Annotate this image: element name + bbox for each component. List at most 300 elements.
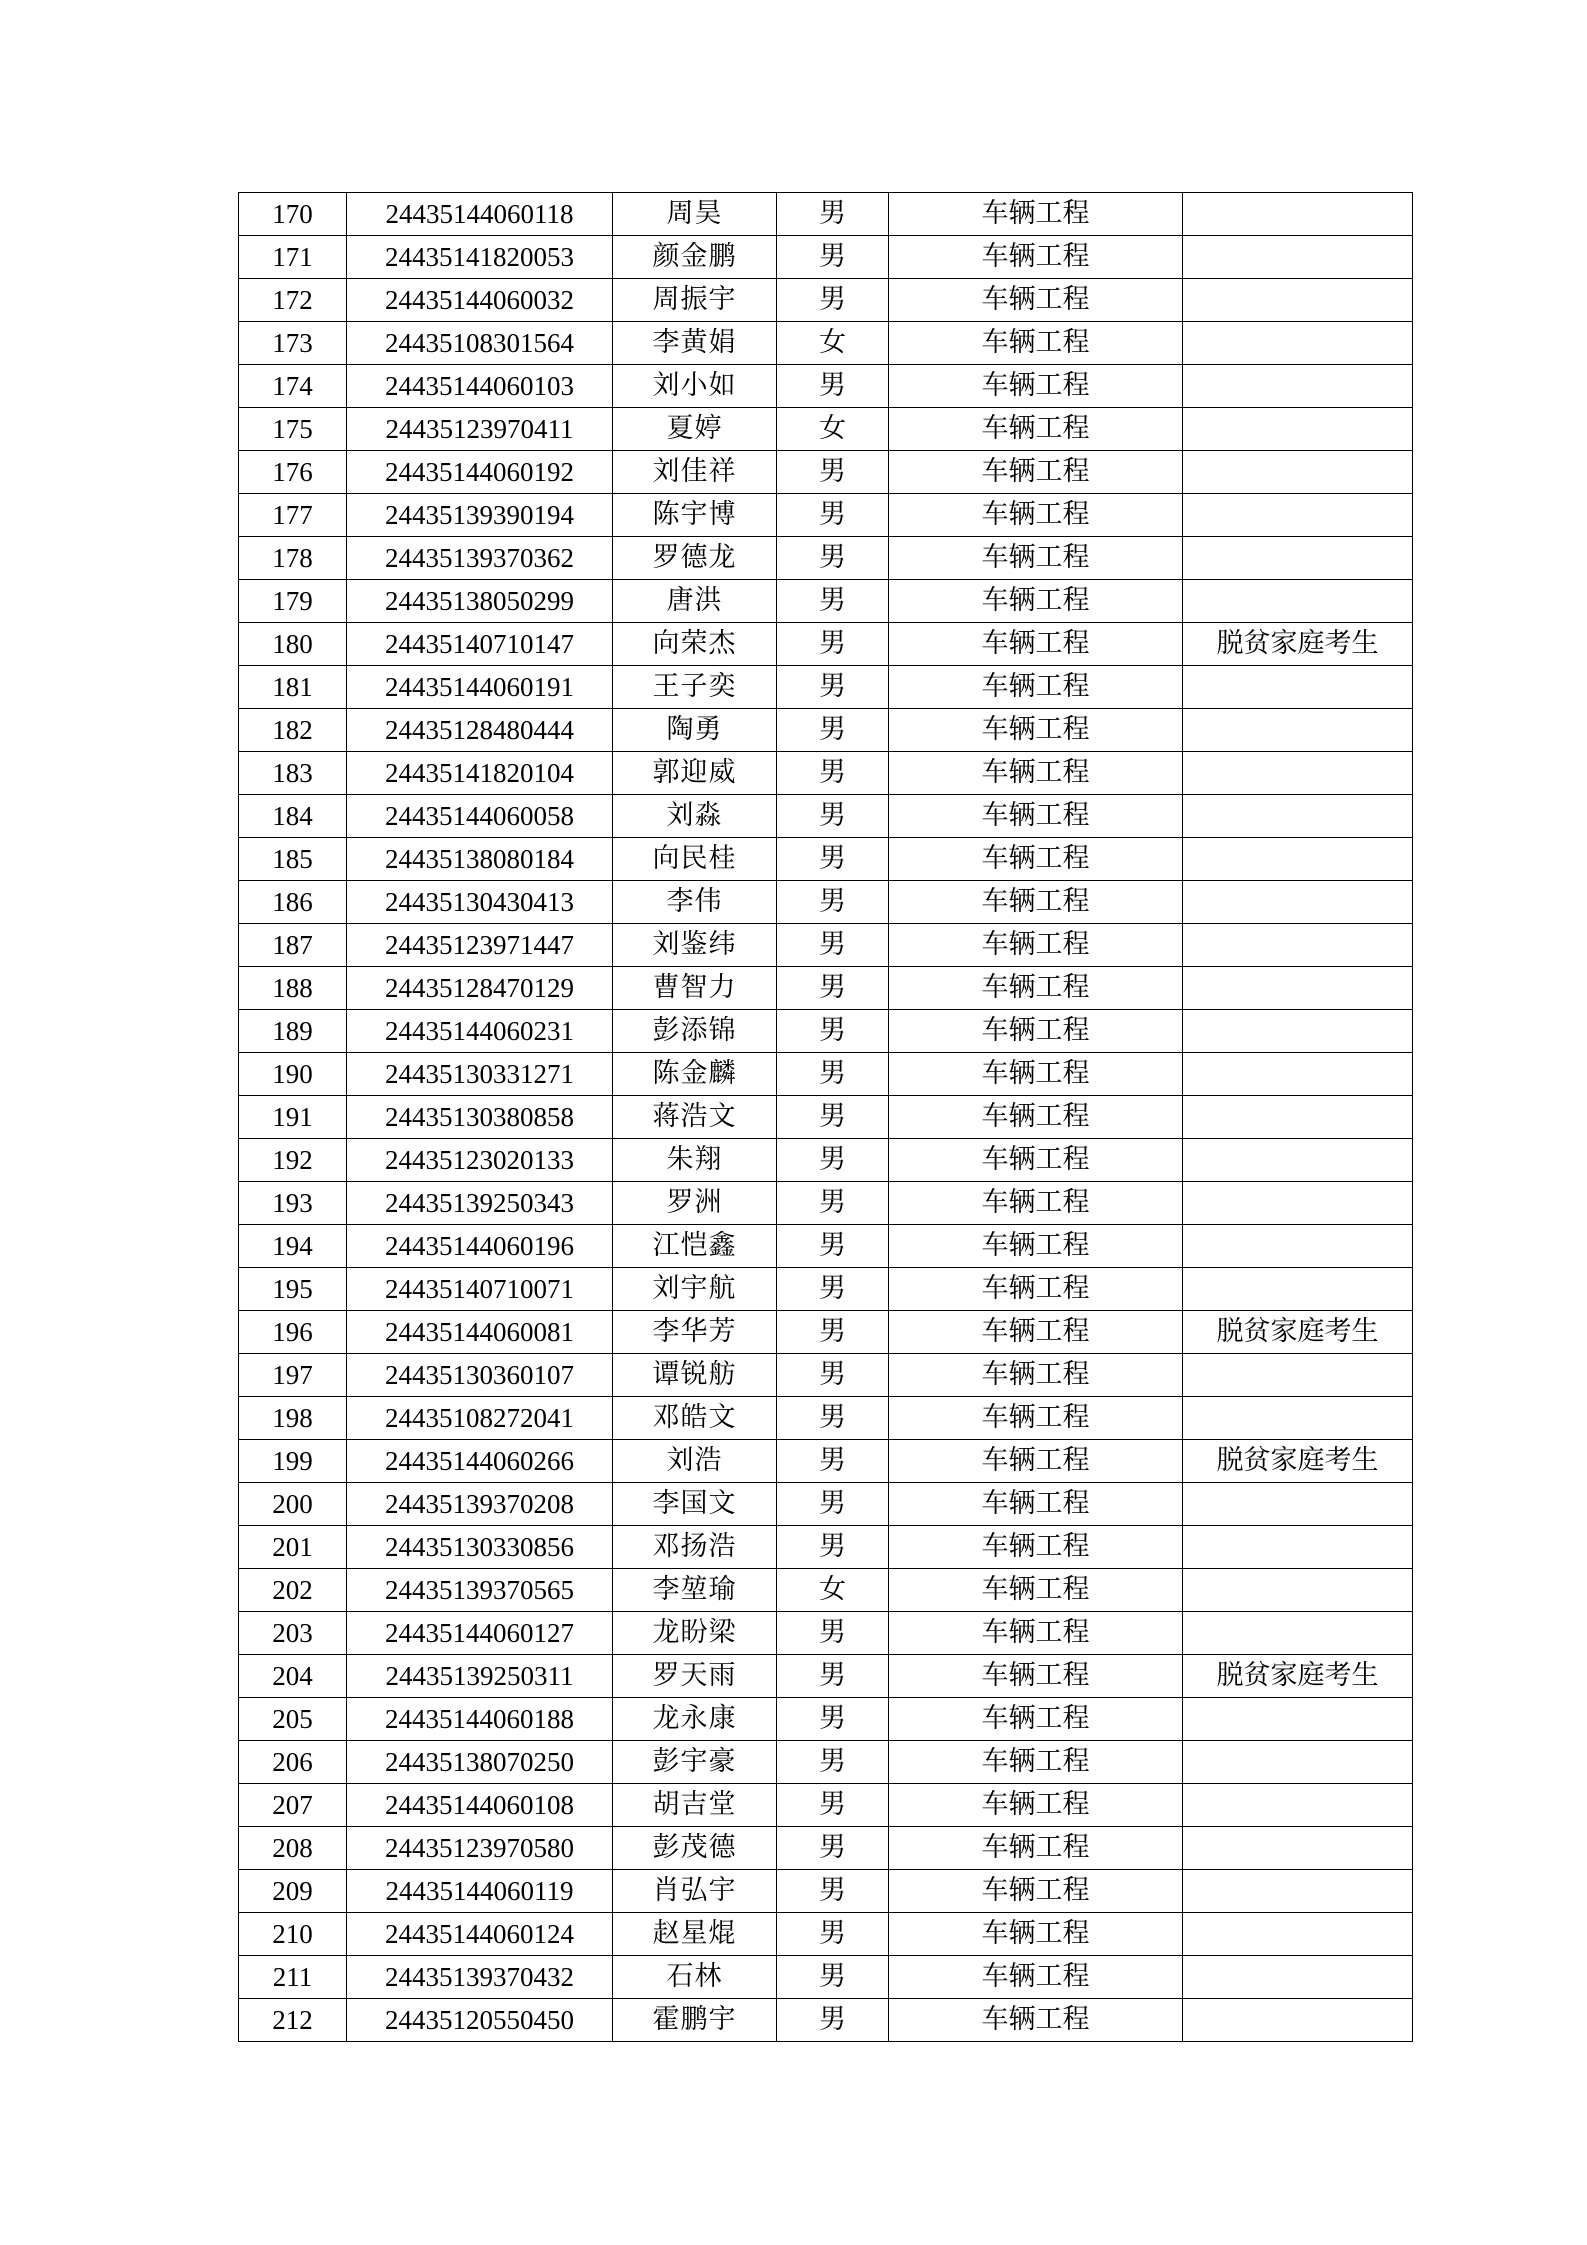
- remark-cell: [1183, 322, 1413, 365]
- exam-id-cell: 24435138070250: [347, 1741, 613, 1784]
- gender-cell: 男: [777, 1870, 889, 1913]
- remark-cell: [1183, 193, 1413, 236]
- major-cell: 车辆工程: [889, 1397, 1183, 1440]
- remark-cell: [1183, 365, 1413, 408]
- table-row: [239, 1569, 1413, 1612]
- student-name-cell: 李伟: [613, 881, 777, 924]
- table-row: [239, 1268, 1413, 1311]
- exam-id-cell: 24435144060127: [347, 1612, 613, 1655]
- remark-cell: [1183, 1612, 1413, 1655]
- exam-id-cell: 24435144060124: [347, 1913, 613, 1956]
- table-row: [239, 1655, 1413, 1698]
- exam-id-cell: 24435123020133: [347, 1139, 613, 1182]
- serial-number-cell: 209: [239, 1870, 347, 1913]
- exam-id-cell: 24435144060081: [347, 1311, 613, 1354]
- exam-id-cell: 24435144060191: [347, 666, 613, 709]
- student-name-cell: 肖弘宇: [613, 1870, 777, 1913]
- student-name-cell: 赵星焜: [613, 1913, 777, 1956]
- serial-number-cell: 186: [239, 881, 347, 924]
- student-name-cell: 龙盼梁: [613, 1612, 777, 1655]
- major-cell: 车辆工程: [889, 451, 1183, 494]
- gender-cell: 男: [777, 1956, 889, 1999]
- serial-number-cell: 208: [239, 1827, 347, 1870]
- remark-cell: [1183, 1870, 1413, 1913]
- serial-number-cell: 200: [239, 1483, 347, 1526]
- student-name-cell: 彭添锦: [613, 1010, 777, 1053]
- table-row: [239, 1182, 1413, 1225]
- major-cell: 车辆工程: [889, 709, 1183, 752]
- remark-cell: [1183, 580, 1413, 623]
- table-row: [239, 1999, 1413, 2042]
- serial-number-cell: 190: [239, 1053, 347, 1096]
- serial-number-cell: 197: [239, 1354, 347, 1397]
- major-cell: 车辆工程: [889, 494, 1183, 537]
- gender-cell: 女: [777, 408, 889, 451]
- exam-id-cell: 24435139250311: [347, 1655, 613, 1698]
- student-name-cell: 罗德龙: [613, 537, 777, 580]
- major-cell: 车辆工程: [889, 623, 1183, 666]
- table-row: [239, 752, 1413, 795]
- table-row: [239, 1053, 1413, 1096]
- gender-cell: 男: [777, 1268, 889, 1311]
- student-name-cell: 陈宇博: [613, 494, 777, 537]
- table-row: [239, 1827, 1413, 1870]
- major-cell: 车辆工程: [889, 1655, 1183, 1698]
- serial-number-cell: 187: [239, 924, 347, 967]
- serial-number-cell: 202: [239, 1569, 347, 1612]
- table-row: [239, 623, 1413, 666]
- serial-number-cell: 173: [239, 322, 347, 365]
- serial-number-cell: 196: [239, 1311, 347, 1354]
- serial-number-cell: 206: [239, 1741, 347, 1784]
- serial-number-cell: 184: [239, 795, 347, 838]
- student-name-cell: 彭茂德: [613, 1827, 777, 1870]
- serial-number-cell: 211: [239, 1956, 347, 1999]
- remark-cell: [1183, 1827, 1413, 1870]
- remark-cell: [1183, 1354, 1413, 1397]
- student-name-cell: 刘小如: [613, 365, 777, 408]
- exam-id-cell: 24435139370362: [347, 537, 613, 580]
- student-name-cell: 王子奕: [613, 666, 777, 709]
- remark-cell: [1183, 1913, 1413, 1956]
- remark-cell: [1183, 924, 1413, 967]
- serial-number-cell: 174: [239, 365, 347, 408]
- exam-id-cell: 24435139370432: [347, 1956, 613, 1999]
- serial-number-cell: 204: [239, 1655, 347, 1698]
- gender-cell: 男: [777, 537, 889, 580]
- remark-cell: [1183, 1139, 1413, 1182]
- exam-id-cell: 24435144060196: [347, 1225, 613, 1268]
- gender-cell: 女: [777, 1569, 889, 1612]
- exam-id-cell: 24435130331271: [347, 1053, 613, 1096]
- serial-number-cell: 172: [239, 279, 347, 322]
- table-row: [239, 322, 1413, 365]
- remark-cell: [1183, 279, 1413, 322]
- student-name-cell: 刘浩: [613, 1440, 777, 1483]
- remark-cell: 脱贫家庭考生: [1183, 623, 1413, 666]
- serial-number-cell: 195: [239, 1268, 347, 1311]
- serial-number-cell: 170: [239, 193, 347, 236]
- gender-cell: 女: [777, 322, 889, 365]
- exam-id-cell: 24435144060192: [347, 451, 613, 494]
- major-cell: 车辆工程: [889, 1913, 1183, 1956]
- table-row: [239, 666, 1413, 709]
- table-row: [239, 537, 1413, 580]
- exam-id-cell: 24435141820104: [347, 752, 613, 795]
- gender-cell: 男: [777, 451, 889, 494]
- serial-number-cell: 182: [239, 709, 347, 752]
- major-cell: 车辆工程: [889, 193, 1183, 236]
- gender-cell: 男: [777, 1698, 889, 1741]
- table-row: [239, 1096, 1413, 1139]
- exam-id-cell: 24435139390194: [347, 494, 613, 537]
- gender-cell: 男: [777, 1397, 889, 1440]
- table-row: [239, 1612, 1413, 1655]
- student-name-cell: 曹智力: [613, 967, 777, 1010]
- major-cell: 车辆工程: [889, 924, 1183, 967]
- remark-cell: [1183, 666, 1413, 709]
- exam-id-cell: 24435144060058: [347, 795, 613, 838]
- student-name-cell: 夏婷: [613, 408, 777, 451]
- serial-number-cell: 201: [239, 1526, 347, 1569]
- exam-id-cell: 24435144060118: [347, 193, 613, 236]
- table-row: [239, 1483, 1413, 1526]
- table-row: [239, 279, 1413, 322]
- major-cell: 车辆工程: [889, 795, 1183, 838]
- table-row: [239, 1311, 1413, 1354]
- student-name-cell: 陶勇: [613, 709, 777, 752]
- remark-cell: [1183, 408, 1413, 451]
- major-cell: 车辆工程: [889, 279, 1183, 322]
- remark-cell: [1183, 1698, 1413, 1741]
- exam-id-cell: 24435140710071: [347, 1268, 613, 1311]
- remark-cell: [1183, 1526, 1413, 1569]
- exam-id-cell: 24435144060103: [347, 365, 613, 408]
- serial-number-cell: 177: [239, 494, 347, 537]
- gender-cell: 男: [777, 1225, 889, 1268]
- gender-cell: 男: [777, 666, 889, 709]
- remark-cell: [1183, 1096, 1413, 1139]
- remark-cell: [1183, 1010, 1413, 1053]
- exam-id-cell: 24435141820053: [347, 236, 613, 279]
- major-cell: 车辆工程: [889, 1139, 1183, 1182]
- major-cell: 车辆工程: [889, 1311, 1183, 1354]
- table-row: [239, 1741, 1413, 1784]
- major-cell: 车辆工程: [889, 1999, 1183, 2042]
- table-row: [239, 408, 1413, 451]
- student-name-cell: 罗天雨: [613, 1655, 777, 1698]
- table-row: [239, 365, 1413, 408]
- exam-id-cell: 24435128480444: [347, 709, 613, 752]
- exam-id-cell: 24435130360107: [347, 1354, 613, 1397]
- table-row: [239, 709, 1413, 752]
- major-cell: 车辆工程: [889, 1440, 1183, 1483]
- table-row: [239, 1784, 1413, 1827]
- student-name-cell: 刘佳祥: [613, 451, 777, 494]
- exam-id-cell: 24435123971447: [347, 924, 613, 967]
- gender-cell: 男: [777, 236, 889, 279]
- exam-id-cell: 24435144060266: [347, 1440, 613, 1483]
- table-row: [239, 1225, 1413, 1268]
- serial-number-cell: 171: [239, 236, 347, 279]
- serial-number-cell: 178: [239, 537, 347, 580]
- table-row: [239, 1440, 1413, 1483]
- serial-number-cell: 199: [239, 1440, 347, 1483]
- major-cell: 车辆工程: [889, 1354, 1183, 1397]
- remark-cell: [1183, 1999, 1413, 2042]
- major-cell: 车辆工程: [889, 752, 1183, 795]
- exam-id-cell: 24435144060231: [347, 1010, 613, 1053]
- major-cell: 车辆工程: [889, 838, 1183, 881]
- gender-cell: 男: [777, 881, 889, 924]
- remark-cell: [1183, 1397, 1413, 1440]
- major-cell: 车辆工程: [889, 537, 1183, 580]
- gender-cell: 男: [777, 1440, 889, 1483]
- major-cell: 车辆工程: [889, 236, 1183, 279]
- major-cell: 车辆工程: [889, 322, 1183, 365]
- exam-id-cell: 24435138050299: [347, 580, 613, 623]
- student-name-cell: 向民桂: [613, 838, 777, 881]
- remark-cell: [1183, 967, 1413, 1010]
- student-name-cell: 江恺鑫: [613, 1225, 777, 1268]
- major-cell: 车辆工程: [889, 1741, 1183, 1784]
- student-name-cell: 石林: [613, 1956, 777, 1999]
- remark-cell: [1183, 494, 1413, 537]
- major-cell: 车辆工程: [889, 1225, 1183, 1268]
- table-row: [239, 494, 1413, 537]
- exam-id-cell: 24435120550450: [347, 1999, 613, 2042]
- remark-cell: [1183, 451, 1413, 494]
- serial-number-cell: 205: [239, 1698, 347, 1741]
- admission-roster-table: [238, 192, 1413, 2042]
- serial-number-cell: 180: [239, 623, 347, 666]
- student-name-cell: 郭迎威: [613, 752, 777, 795]
- remark-cell: 脱贫家庭考生: [1183, 1311, 1413, 1354]
- remark-cell: 脱贫家庭考生: [1183, 1440, 1413, 1483]
- gender-cell: 男: [777, 1053, 889, 1096]
- exam-id-cell: 24435144060188: [347, 1698, 613, 1741]
- serial-number-cell: 198: [239, 1397, 347, 1440]
- remark-cell: [1183, 1182, 1413, 1225]
- gender-cell: 男: [777, 1999, 889, 2042]
- serial-number-cell: 183: [239, 752, 347, 795]
- major-cell: 车辆工程: [889, 580, 1183, 623]
- remark-cell: [1183, 537, 1413, 580]
- remark-cell: [1183, 709, 1413, 752]
- remark-cell: [1183, 795, 1413, 838]
- major-cell: 车辆工程: [889, 408, 1183, 451]
- student-name-cell: 李国文: [613, 1483, 777, 1526]
- table-row: [239, 1870, 1413, 1913]
- gender-cell: 男: [777, 494, 889, 537]
- major-cell: 车辆工程: [889, 881, 1183, 924]
- gender-cell: 男: [777, 1010, 889, 1053]
- serial-number-cell: 176: [239, 451, 347, 494]
- student-name-cell: 邓皓文: [613, 1397, 777, 1440]
- student-name-cell: 朱翔: [613, 1139, 777, 1182]
- major-cell: 车辆工程: [889, 1010, 1183, 1053]
- student-name-cell: 胡吉堂: [613, 1784, 777, 1827]
- remark-cell: [1183, 1225, 1413, 1268]
- exam-id-cell: 24435144060032: [347, 279, 613, 322]
- table-row: [239, 193, 1413, 236]
- remark-cell: [1183, 1741, 1413, 1784]
- gender-cell: 男: [777, 1526, 889, 1569]
- gender-cell: 男: [777, 838, 889, 881]
- table-row: [239, 1698, 1413, 1741]
- major-cell: 车辆工程: [889, 967, 1183, 1010]
- remark-cell: [1183, 1483, 1413, 1526]
- serial-number-cell: 210: [239, 1913, 347, 1956]
- student-name-cell: 彭宇豪: [613, 1741, 777, 1784]
- exam-id-cell: 24435144060119: [347, 1870, 613, 1913]
- major-cell: 车辆工程: [889, 1956, 1183, 1999]
- student-name-cell: 蒋浩文: [613, 1096, 777, 1139]
- table-row: [239, 236, 1413, 279]
- serial-number-cell: 207: [239, 1784, 347, 1827]
- student-name-cell: 颜金鹏: [613, 236, 777, 279]
- major-cell: 车辆工程: [889, 1698, 1183, 1741]
- gender-cell: 男: [777, 1913, 889, 1956]
- gender-cell: 男: [777, 1655, 889, 1698]
- gender-cell: 男: [777, 279, 889, 322]
- serial-number-cell: 185: [239, 838, 347, 881]
- remark-cell: [1183, 1053, 1413, 1096]
- gender-cell: 男: [777, 752, 889, 795]
- major-cell: 车辆工程: [889, 1827, 1183, 1870]
- gender-cell: 男: [777, 1354, 889, 1397]
- gender-cell: 男: [777, 193, 889, 236]
- major-cell: 车辆工程: [889, 1268, 1183, 1311]
- gender-cell: 男: [777, 1784, 889, 1827]
- student-name-cell: 刘淼: [613, 795, 777, 838]
- exam-id-cell: 24435138080184: [347, 838, 613, 881]
- remark-cell: [1183, 1268, 1413, 1311]
- gender-cell: 男: [777, 795, 889, 838]
- major-cell: 车辆工程: [889, 1870, 1183, 1913]
- major-cell: 车辆工程: [889, 1053, 1183, 1096]
- serial-number-cell: 181: [239, 666, 347, 709]
- remark-cell: 脱贫家庭考生: [1183, 1655, 1413, 1698]
- table-row: [239, 1956, 1413, 1999]
- serial-number-cell: 193: [239, 1182, 347, 1225]
- exam-id-cell: 24435123970411: [347, 408, 613, 451]
- exam-id-cell: 24435108301564: [347, 322, 613, 365]
- student-name-cell: 向荣杰: [613, 623, 777, 666]
- remark-cell: [1183, 1956, 1413, 1999]
- serial-number-cell: 194: [239, 1225, 347, 1268]
- exam-id-cell: 24435130330856: [347, 1526, 613, 1569]
- table-row: [239, 1397, 1413, 1440]
- major-cell: 车辆工程: [889, 1569, 1183, 1612]
- exam-id-cell: 24435130430413: [347, 881, 613, 924]
- major-cell: 车辆工程: [889, 1096, 1183, 1139]
- serial-number-cell: 188: [239, 967, 347, 1010]
- major-cell: 车辆工程: [889, 1526, 1183, 1569]
- remark-cell: [1183, 236, 1413, 279]
- student-name-cell: 邓扬浩: [613, 1526, 777, 1569]
- table-row: [239, 924, 1413, 967]
- major-cell: 车辆工程: [889, 1784, 1183, 1827]
- gender-cell: 男: [777, 1096, 889, 1139]
- student-name-cell: 谭锐舫: [613, 1354, 777, 1397]
- gender-cell: 男: [777, 365, 889, 408]
- gender-cell: 男: [777, 1483, 889, 1526]
- major-cell: 车辆工程: [889, 1182, 1183, 1225]
- student-name-cell: 霍鹏宇: [613, 1999, 777, 2042]
- exam-id-cell: 24435108272041: [347, 1397, 613, 1440]
- serial-number-cell: 212: [239, 1999, 347, 2042]
- gender-cell: 男: [777, 1182, 889, 1225]
- serial-number-cell: 203: [239, 1612, 347, 1655]
- exam-id-cell: 24435144060108: [347, 1784, 613, 1827]
- gender-cell: 男: [777, 1311, 889, 1354]
- student-name-cell: 罗洲: [613, 1182, 777, 1225]
- major-cell: 车辆工程: [889, 1483, 1183, 1526]
- table-row: [239, 881, 1413, 924]
- exam-id-cell: 24435123970580: [347, 1827, 613, 1870]
- remark-cell: [1183, 881, 1413, 924]
- exam-id-cell: 24435139250343: [347, 1182, 613, 1225]
- table-row: [239, 451, 1413, 494]
- serial-number-cell: 191: [239, 1096, 347, 1139]
- major-cell: 车辆工程: [889, 365, 1183, 408]
- table-row: [239, 838, 1413, 881]
- student-name-cell: 刘鉴纬: [613, 924, 777, 967]
- student-name-cell: 周昊: [613, 193, 777, 236]
- serial-number-cell: 175: [239, 408, 347, 451]
- remark-cell: [1183, 1569, 1413, 1612]
- student-name-cell: 陈金麟: [613, 1053, 777, 1096]
- exam-id-cell: 24435140710147: [347, 623, 613, 666]
- table-row: [239, 1139, 1413, 1182]
- table-row: [239, 967, 1413, 1010]
- student-name-cell: 李黄娟: [613, 322, 777, 365]
- major-cell: 车辆工程: [889, 666, 1183, 709]
- gender-cell: 男: [777, 580, 889, 623]
- exam-id-cell: 24435130380858: [347, 1096, 613, 1139]
- student-name-cell: 李堃瑜: [613, 1569, 777, 1612]
- serial-number-cell: 192: [239, 1139, 347, 1182]
- exam-id-cell: 24435139370565: [347, 1569, 613, 1612]
- roster-table-body: [239, 193, 1413, 2042]
- gender-cell: 男: [777, 623, 889, 666]
- remark-cell: [1183, 752, 1413, 795]
- student-name-cell: 刘宇航: [613, 1268, 777, 1311]
- table-row: [239, 1354, 1413, 1397]
- student-name-cell: 李华芳: [613, 1311, 777, 1354]
- table-row: [239, 1913, 1413, 1956]
- exam-id-cell: 24435139370208: [347, 1483, 613, 1526]
- remark-cell: [1183, 838, 1413, 881]
- gender-cell: 男: [777, 1827, 889, 1870]
- gender-cell: 男: [777, 1612, 889, 1655]
- gender-cell: 男: [777, 1139, 889, 1182]
- table-row: [239, 1526, 1413, 1569]
- student-name-cell: 龙永康: [613, 1698, 777, 1741]
- gender-cell: 男: [777, 967, 889, 1010]
- gender-cell: 男: [777, 1741, 889, 1784]
- table-row: [239, 1010, 1413, 1053]
- remark-cell: [1183, 1784, 1413, 1827]
- exam-id-cell: 24435128470129: [347, 967, 613, 1010]
- table-row: [239, 580, 1413, 623]
- student-name-cell: 周振宇: [613, 279, 777, 322]
- serial-number-cell: 179: [239, 580, 347, 623]
- major-cell: 车辆工程: [889, 1612, 1183, 1655]
- gender-cell: 男: [777, 709, 889, 752]
- table-row: [239, 795, 1413, 838]
